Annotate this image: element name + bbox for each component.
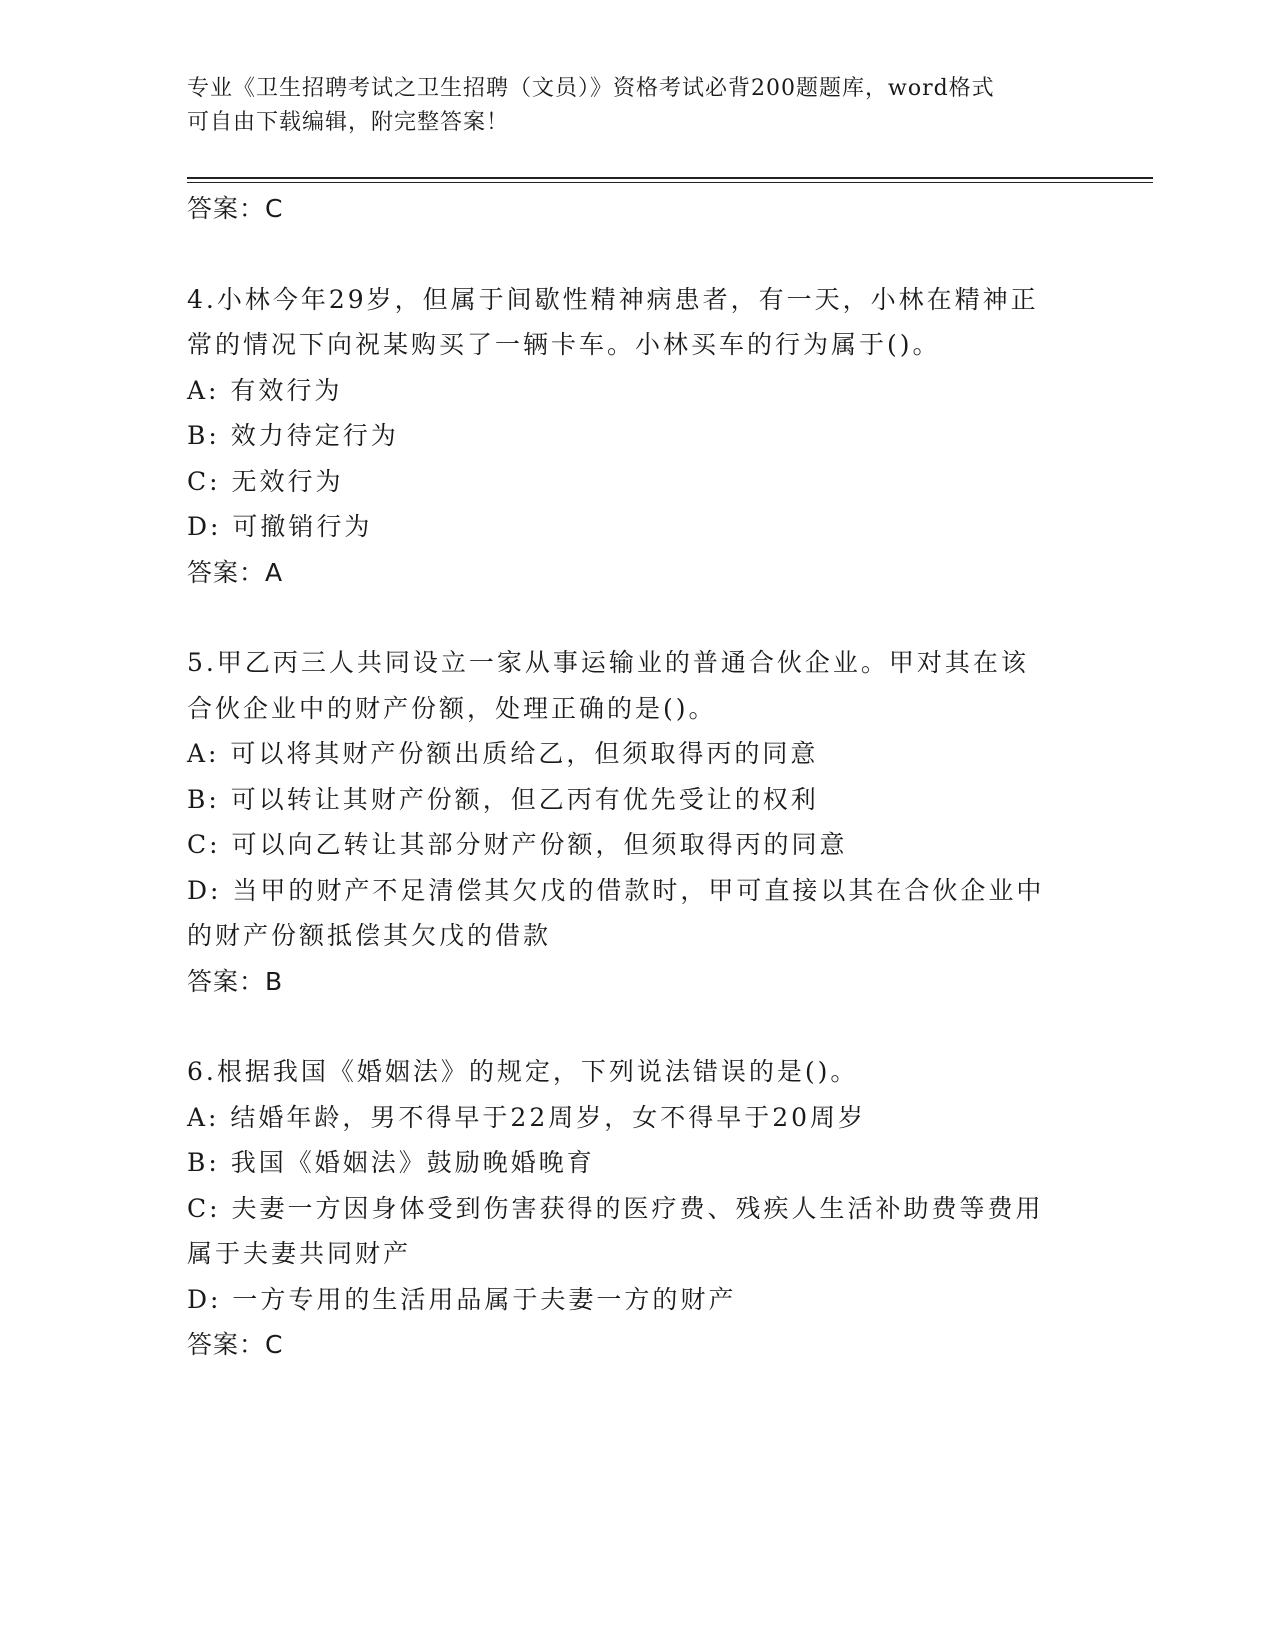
option-b: B: 效力待定行为: [187, 421, 399, 450]
option-c: C: 无效行为: [187, 466, 344, 496]
question-stem: 合伙企业中的财产份额，处理正确的是()。: [187, 693, 717, 723]
option-d: D: 可撤销行为: [187, 512, 373, 541]
question-stem: 常的情况下向祝某购买了一辆卡车。小林买车的行为属于()。: [187, 330, 941, 359]
spacer: [187, 595, 1087, 640]
option-c: C: 夫妻一方因身体受到伤害获得的医疗费、残疾人生活补助费等费用: [187, 1193, 1044, 1223]
question-stem: 4.小林今年29岁，但属于间歇性精神病患者，有一天，小林在精神正: [187, 284, 1039, 314]
previous-answer: 答案：C: [187, 194, 284, 223]
option-c-continued: 属于夫妻共同财产: [187, 1239, 412, 1268]
question-list: [187, 186, 1087, 1368]
question-block: [187, 277, 1087, 596]
question-stem: 5.甲乙丙三人共同设立一家从事运输业的普通合伙企业。甲对其在该: [187, 648, 1029, 677]
option-a: A: 可以将其财产份额出质给乙，但须取得丙的同意: [187, 739, 819, 768]
answer: 答案：B: [187, 966, 284, 996]
option-a: A: 结婚年龄，男不得早于22周岁，女不得早于20周岁: [187, 1102, 867, 1132]
option-d-continued: 的财产份额抵偿其欠戊的借款: [187, 921, 552, 950]
header-rule-thin: [187, 182, 1153, 183]
header-line-2: 可自由下载编辑，附完整答案！: [187, 110, 510, 135]
option-a: A: 有效行为: [187, 375, 343, 405]
option-b: B: 可以转让其财产份额，但乙丙有优先受让的权利: [187, 784, 819, 814]
question-block: [187, 1049, 1087, 1368]
header-line-1: 专业《卫生招聘考试之卫生招聘（文员）》资格考试必背200题题库，word格式: [187, 76, 995, 101]
option-d: D: 一方专用的生活用品属于夫妻一方的财产: [187, 1284, 737, 1314]
spacer: [187, 232, 1087, 277]
question-stem: 6.根据我国《婚姻法》的规定，下列说法错误的是()。: [187, 1057, 859, 1086]
spacer: [187, 1004, 1087, 1049]
option-c: C: 可以向乙转让其部分财产份额，但须取得丙的同意: [187, 830, 848, 859]
answer: 答案：A: [187, 557, 284, 587]
answer: 答案：C: [187, 1330, 284, 1359]
option-d: D: 当甲的财产不足清偿其欠戊的借款时，甲可直接以其在合伙企业中: [187, 875, 1045, 905]
option-b: B: 我国《婚姻法》鼓励晚婚晚育: [187, 1148, 595, 1177]
header-rule-thick: [187, 177, 1153, 179]
question-block: [187, 640, 1087, 1004]
document-header: [187, 72, 1067, 140]
